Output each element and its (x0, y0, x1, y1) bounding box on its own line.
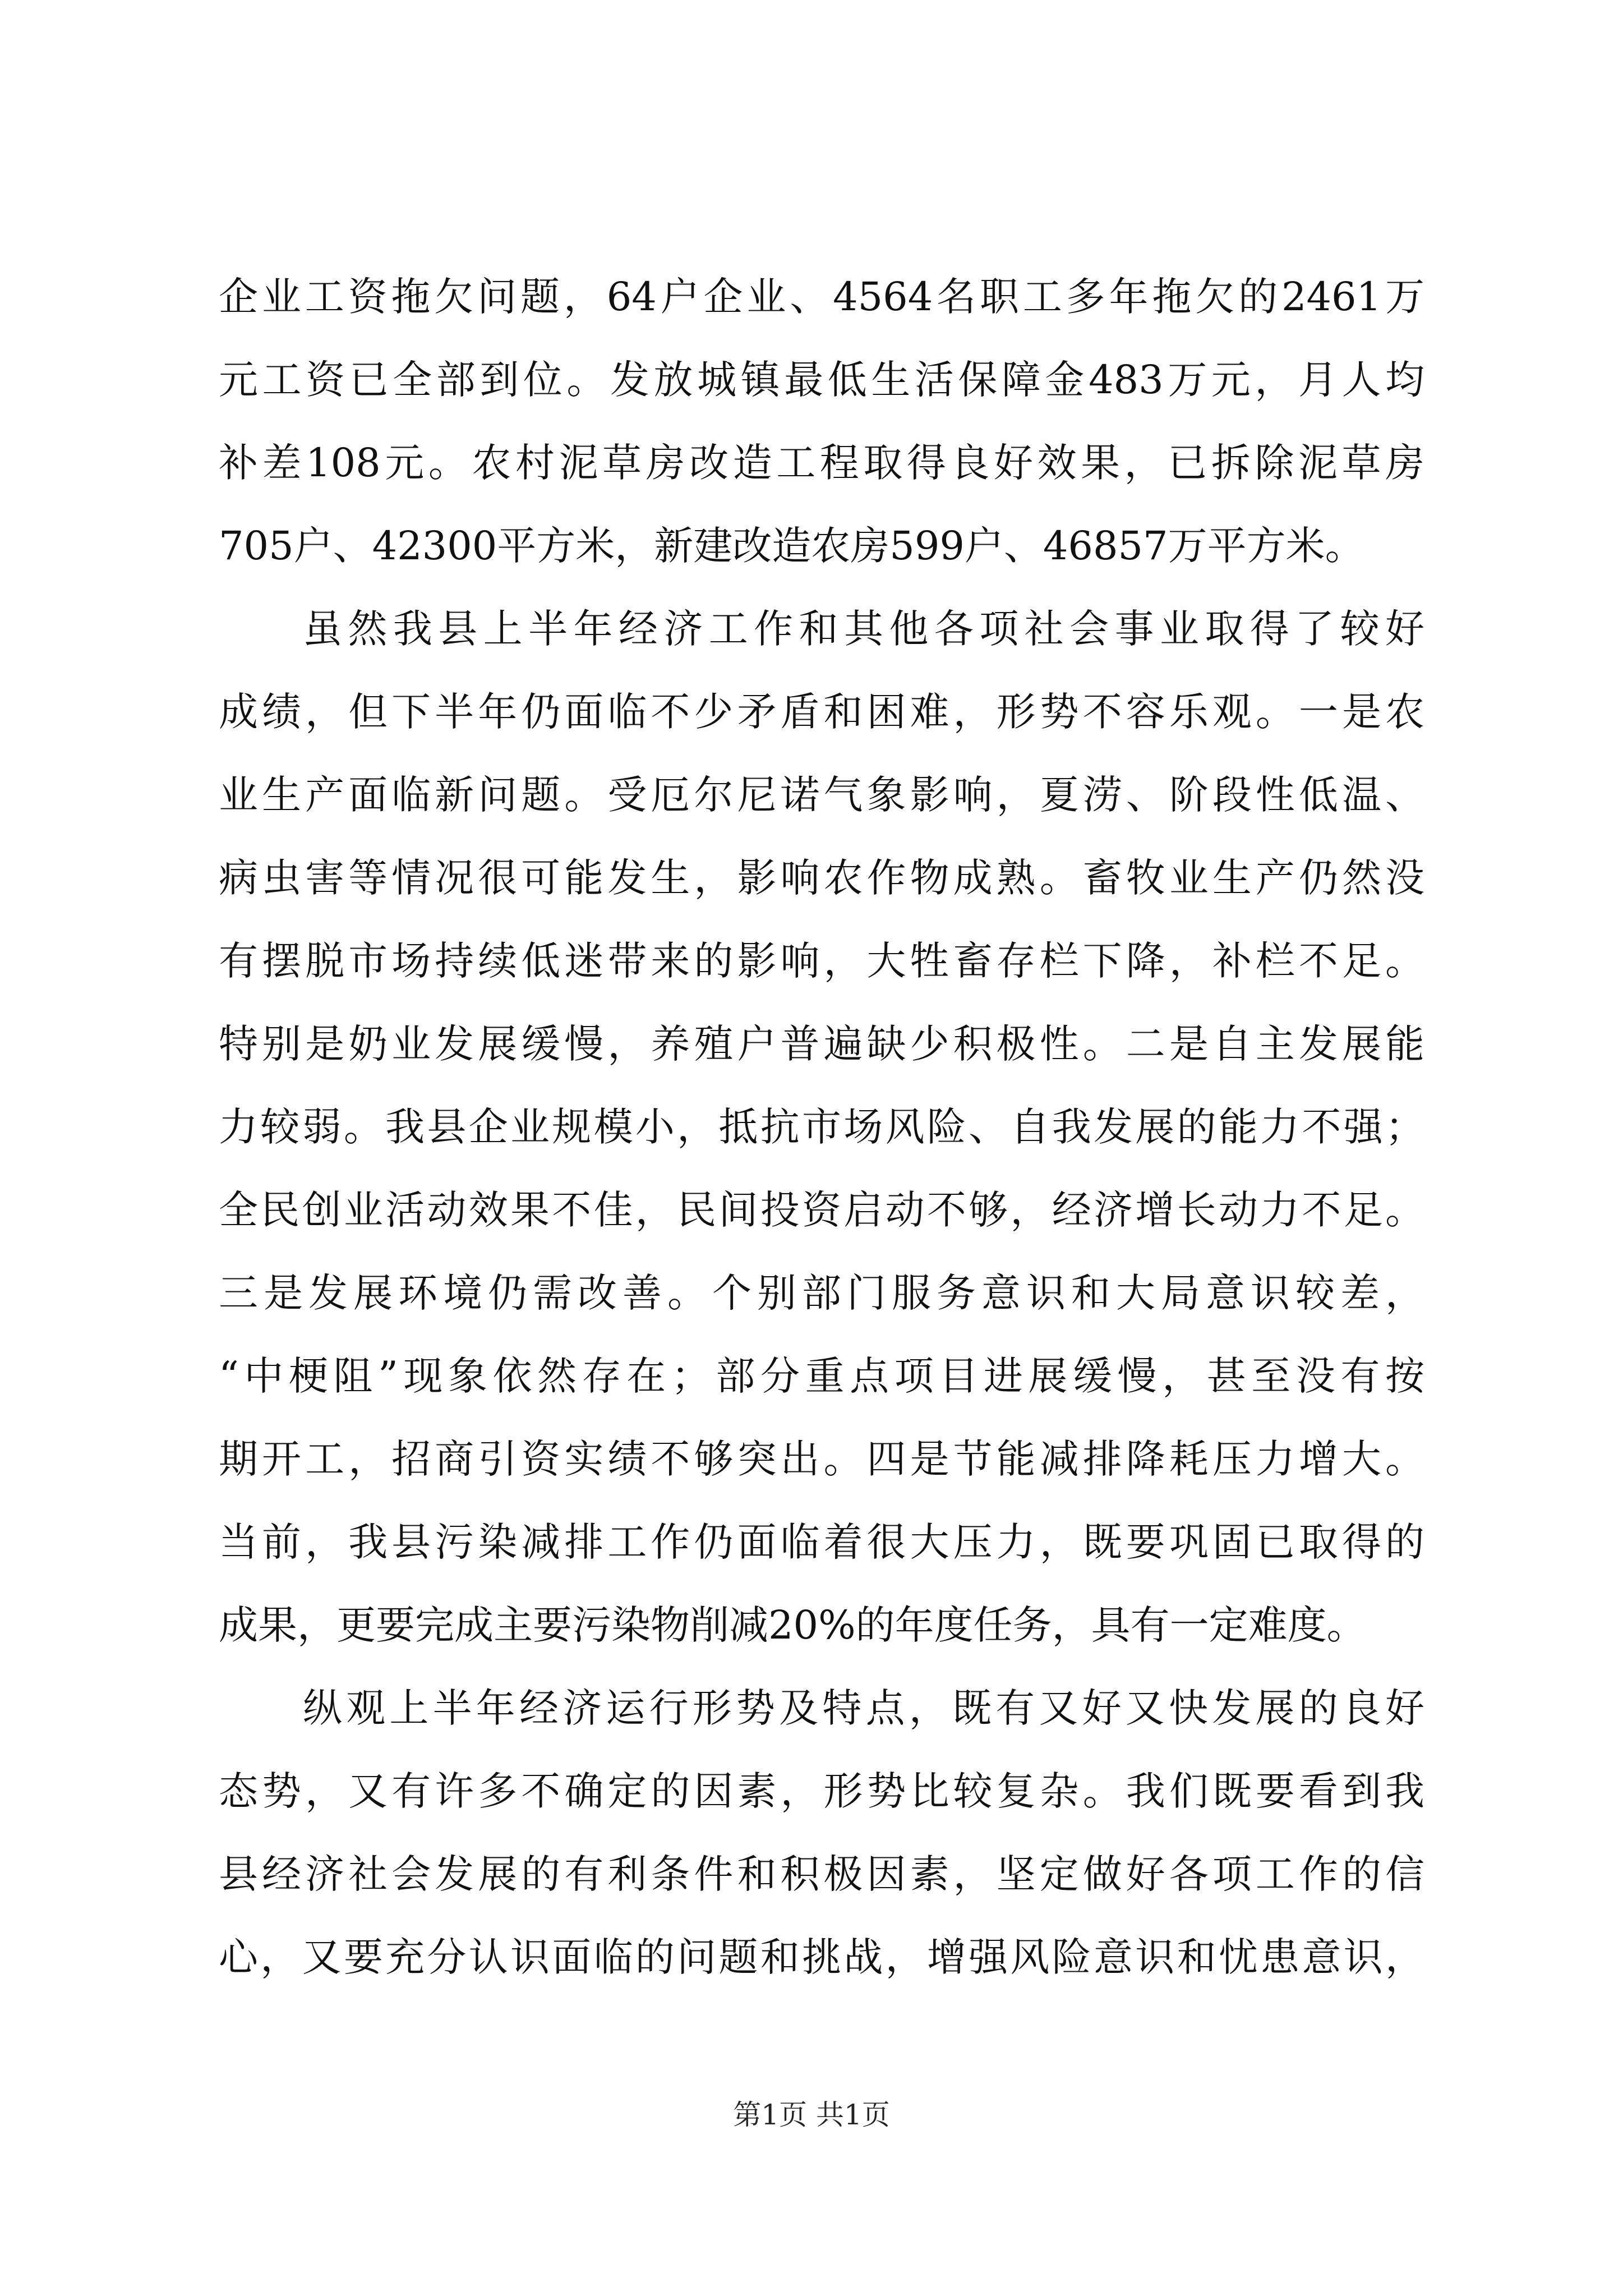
text-line: 力较弱。我县企业规模小，抵抗市场风险、自我发展的能力不强； (219, 1104, 1424, 1150)
text-line: 企业工资拖欠问题，64户企业、4564名职工多年拖欠的2461万 (219, 274, 1424, 320)
text-line: 业生产面临新问题。受厄尔尼诺气象影响，夏涝、阶段性低温、 (219, 772, 1424, 818)
text-line: 纵观上半年经济运行形势及特点，既有又好又快发展的良好 (303, 1685, 1424, 1731)
text-line: 期开工，招商引资实绩不够突出。四是节能减排降耗压力增大。 (219, 1436, 1424, 1482)
text-line: 元工资已全部到位。发放城镇最低生活保障金483万元，月人均 (219, 357, 1424, 403)
text-line: 成绩，但下半年仍面临不少矛盾和困难，形势不容乐观。一是农 (219, 689, 1424, 735)
text-line: 县经济社会发展的有利条件和积极因素，坚定做好各项工作的信 (219, 1851, 1424, 1897)
text-line: 特别是奶业发展缓慢，养殖户普遍缺少积极性。二是自主发展能 (219, 1021, 1424, 1067)
text-line: “中梗阻”现象依然存在；部分重点项目进展缓慢，甚至没有按 (219, 1353, 1424, 1399)
text-line: 补差108元。农村泥草房改造工程取得良好效果，已拆除泥草房 (219, 440, 1424, 486)
page-footer: 第1页 共1页 (733, 2099, 890, 2131)
text-line: 心，又要充分认识面临的问题和挑战，增强风险意识和忧患意识， (219, 1934, 1424, 1980)
text-line: 705户、42300平方米，新建改造农房599户、46857万平方米。 (219, 523, 1364, 569)
text-line: 虽然我县上半年经济工作和其他各项社会事业取得了较好 (303, 606, 1424, 652)
text-line: 当前，我县污染减排工作仍面临着很大压力，既要巩固已取得的 (219, 1519, 1424, 1565)
text-line: 三是发展环境仍需改善。个别部门服务意识和大局意识较差， (219, 1270, 1424, 1316)
text-line: 有摆脱市场持续低迷带来的影响，大牲畜存栏下降，补栏不足。 (219, 938, 1424, 984)
text-line: 全民创业活动效果不佳，民间投资启动不够，经济增长动力不足。 (219, 1187, 1424, 1233)
text-line: 成果，更要完成主要污染物削减20%的年度任务，具有一定难度。 (219, 1602, 1366, 1648)
body-text (219, 255, 1424, 1999)
text-line: 病虫害等情况很可能发生，影响农作物成熟。畜牧业生产仍然没 (219, 855, 1424, 901)
text-line: 态势，又有许多不确定的因素，形势比较复杂。我们既要看到我 (219, 1768, 1424, 1814)
